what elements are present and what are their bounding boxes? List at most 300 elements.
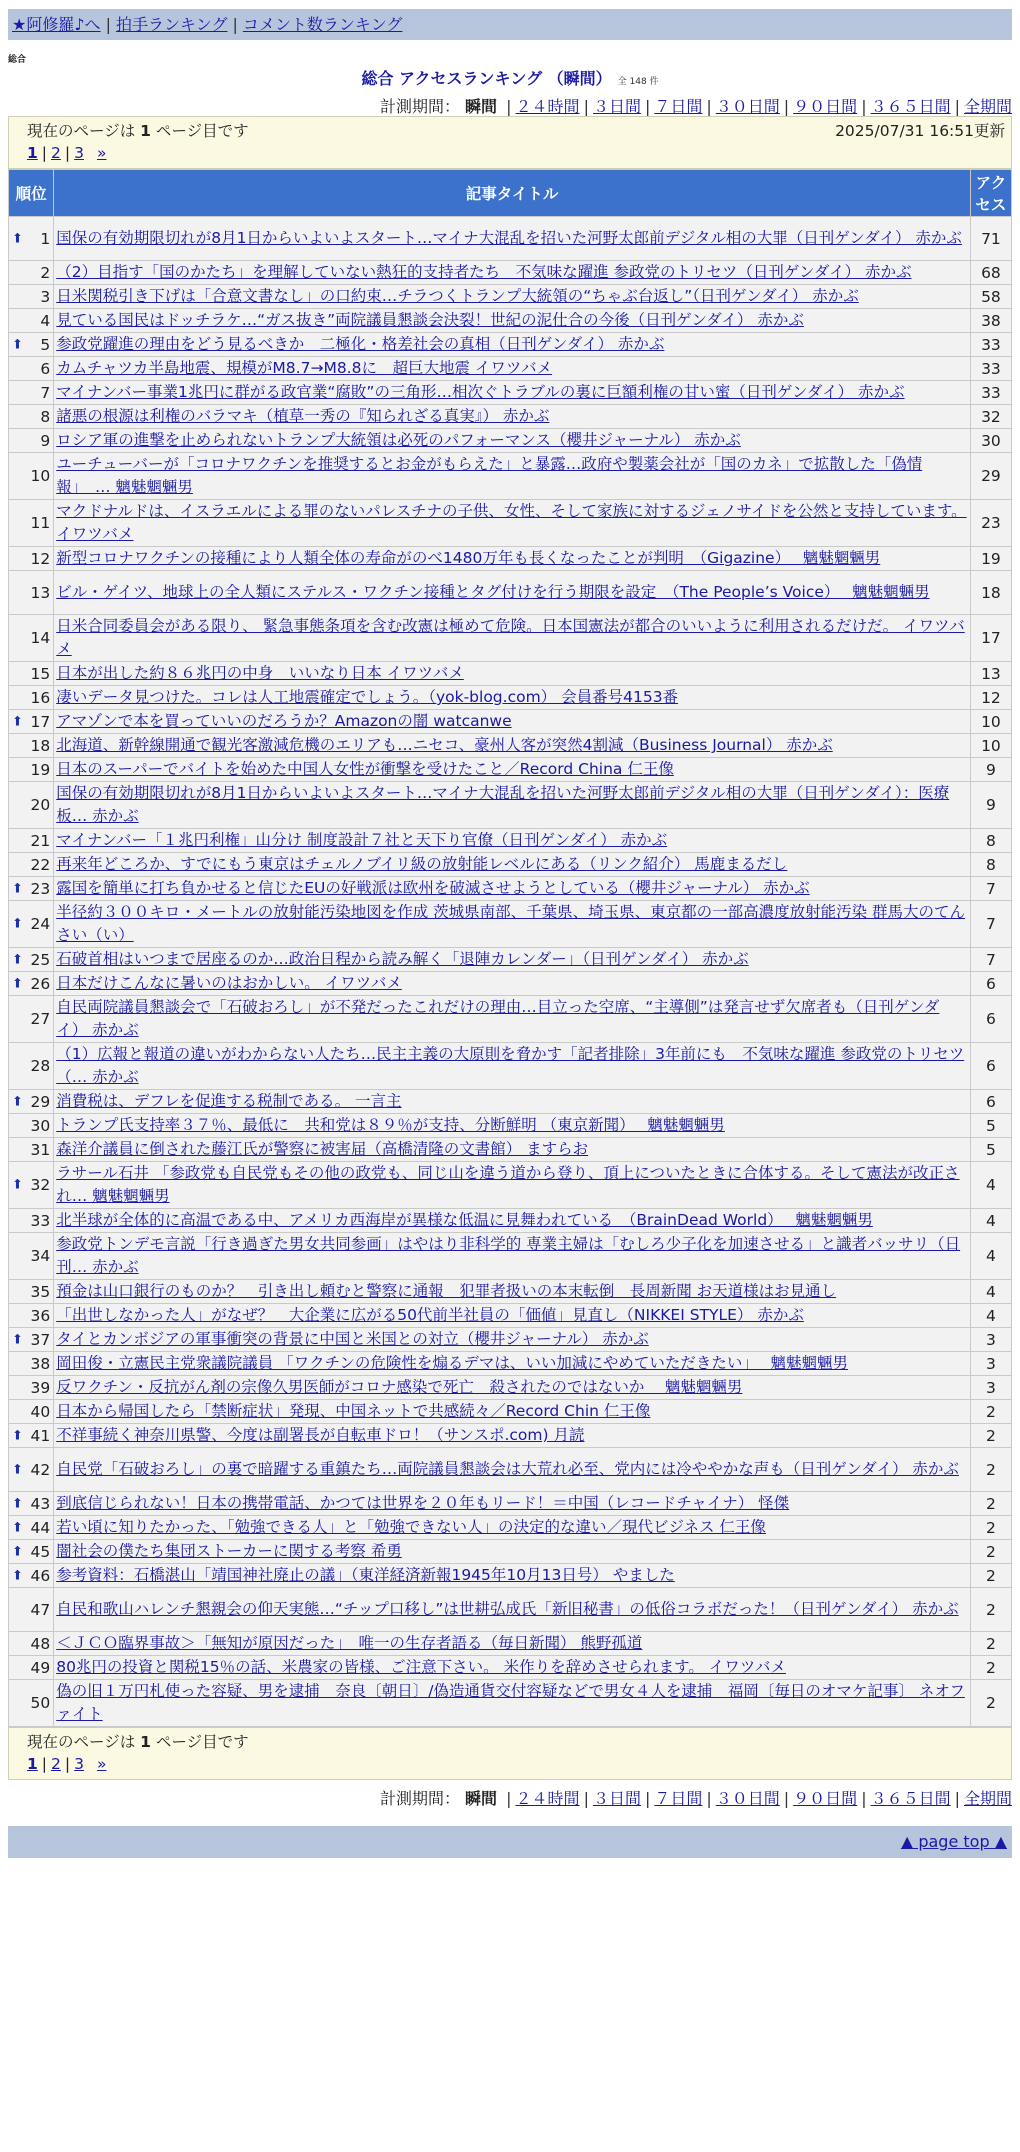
rank-number: 4 [40,311,51,330]
separator: | [583,97,589,116]
rank-number: 45 [30,1542,51,1561]
rank-number: 6 [40,359,51,378]
access-count: 8 [970,829,1011,853]
article-link[interactable]: 北海道、新幹線開通で観光客激減危機のエリアも…ニセコ、豪州人客が突然4割減（Business Journal） 赤かぶ [56,736,833,754]
article-link[interactable]: 偽の旧１万円札使った容疑、男を逮捕 奈良〔朝日〕/偽造通貨交付容疑などで男女４人を逮捕 福岡〔毎日のオマケ記事〕 ネオファイト [56,1682,965,1723]
table-row [9,662,1012,686]
rank-number: 20 [30,796,51,814]
applause-ranking-link[interactable]: 拍手ランキング [115,15,228,34]
rank-header: 順位 [9,170,54,217]
rank-cell [9,333,54,357]
separator: | [506,97,512,116]
rank-number: 50 [30,1694,51,1712]
article-link[interactable]: 自民党「石破おろし」の裏で暗躍する重鎮たち…両院議員懇談会は大荒れ必至、党内には冷ややかな声も（日刊ゲンダイ） 赤かぶ [56,1460,959,1478]
rank-number: 21 [30,831,51,850]
ranking-table [8,169,1012,1727]
article-link[interactable]: マイナンバー事業1兆円に群がる政官業“腐敗”の三角形…相次ぐトラブルの裏に巨額利権の甘い蜜（日刊ゲンダイ） 赤かぶ [56,383,905,401]
table-row [9,1400,1012,1424]
rank-cell [9,429,54,453]
title-cell [54,1632,971,1656]
title-cell [54,996,971,1043]
rank-number: 47 [30,1600,51,1619]
access-count: 2 [970,1516,1011,1540]
up-arrow-icon: ⬆ [12,1496,23,1511]
rank-number: 49 [30,1658,51,1677]
rank-cell [9,1516,54,1540]
title-cell [54,1233,971,1280]
title-cell [54,1680,971,1727]
article-link[interactable]: マクドナルドは、イスラエルによる罪のないパレスチナの子供、女性、そして家族に対するジェノサイドを公然と支持しています。 イワツバメ [56,502,967,543]
separator: | [644,1789,651,1808]
access-count: 10 [970,710,1011,734]
title-cell [54,1114,971,1138]
asyura-home-link[interactable]: ★阿修羅♪へ [12,15,101,34]
article-link[interactable]: カムチャツカ半島地震、規模がM8.7→M8.8に 超巨大地震 イワツバメ [56,359,553,377]
next-page-link[interactable]: » [96,1755,107,1773]
table-row [9,710,1012,734]
access-count: 2 [970,1448,1011,1492]
table-row [9,758,1012,782]
title-header: 記事タイトル [54,170,971,217]
rank-number: 24 [30,915,51,933]
current-page-text: 現在のページは 1 ページ目です [27,122,249,140]
access-count: 2 [970,1588,1011,1632]
rank-cell [9,1632,54,1656]
title-cell [54,615,971,662]
table-row [9,1588,1012,1632]
rank-number: 34 [30,1247,51,1265]
title-cell [54,829,971,853]
article-link[interactable]: 到底信じられない！日本の携帯電話、かつては世界を２０年もリード！＝中国（レコードチャイナ） 怪傑 [56,1494,790,1512]
access-count: 6 [970,996,1011,1043]
rank-cell [9,996,54,1043]
article-link[interactable]: 闇社会の僕たち集団ストーカーに関する考察 希勇 [56,1542,402,1560]
period-link[interactable]: ３０日間 [715,1789,780,1808]
table-row [9,1090,1012,1114]
period-link[interactable]: 全期間 [963,1789,1012,1808]
title-cell [54,1656,971,1680]
up-arrow-icon: ⬆ [12,1568,23,1583]
rank-cell [9,1162,54,1209]
article-link[interactable]: 80兆円の投資と関税15％の話、米農家の皆様、ご注意下さい。 米作りを辞めさせられます。 イワツバメ [56,1658,786,1676]
rank-cell [9,1680,54,1727]
table-row [9,1516,1012,1540]
table-row [9,782,1012,829]
page-link-1[interactable]: 1 [27,144,38,162]
period-link[interactable]: ９０日間 [793,97,858,116]
title-cell [54,1492,971,1516]
section-label: 総合 [8,55,27,65]
period-link[interactable]: 全期間 [963,97,1012,116]
rank-number: 17 [30,712,51,731]
article-link[interactable]: 自民和歌山ハレンチ懇親会の仰天実態…“チップ口移し”は世耕弘成氏「新旧秘書」の低俗コラボだった！（日刊ゲンダイ） 赤かぶ [56,1600,959,1618]
article-link[interactable]: 参政党躍進の理由をどう見るべきか 二極化・格差社会の真相（日刊ゲンダイ） 赤かぶ [56,335,665,353]
page-link-3[interactable]: 3 [74,1755,85,1773]
bottom-bar [8,1826,1012,1858]
title-cell [54,1448,971,1492]
period-link[interactable]: ３０日間 [715,97,780,116]
article-link[interactable]: （2）目指す「国のかたち」を理解していない熱狂的支持者たち 不気味な躍進 参政党のトリセツ（日刊ゲンダイ） 赤かぶ [56,263,912,281]
rank-cell [9,710,54,734]
title-cell [54,1564,971,1588]
access-count: 2 [970,1400,1011,1424]
title-cell [54,1304,971,1328]
rank-cell [9,309,54,333]
article-link[interactable]: 諸悪の根源は利権のバラマキ（植草一秀の『知られざる真実』） 赤かぶ [56,407,550,425]
table-row [9,1656,1012,1680]
article-link[interactable]: 日米関税引き下げは「合意文書なし」の口約束…チラつくトランプ大統領の“ちゃぶ台返し”（日刊ゲンダイ） 赤かぶ [56,287,859,305]
access-count: 2 [970,1424,1011,1448]
rank-cell [9,1043,54,1090]
title-cell [54,901,971,948]
period-link[interactable]: ２４時間 [515,97,580,116]
table-row [9,1632,1012,1656]
ranking-rows [9,217,1012,1727]
title-cell [54,285,971,309]
separator: | [783,1789,790,1808]
access-count: 3 [970,1328,1011,1352]
table-row [9,357,1012,381]
title-cell [54,972,971,996]
title-cell [54,782,971,829]
up-arrow-icon: ⬆ [12,1332,23,1347]
rank-cell [9,1090,54,1114]
article-link[interactable]: 新型コロナワクチンの接種により人類全体の寿命がのべ1480万年も長くなったことが判明 （Gigazine） 魑魅魍魎男 [56,549,881,567]
page-title [8,66,1012,89]
separator: | [64,1755,71,1773]
access-count: 33 [970,381,1011,405]
table-row [9,309,1012,333]
article-link[interactable]: 国保の有効期限切れが8月1日からいよいよスタート…マイナ大混乱を招いた河野太郎前デジタル相の大罪（日刊ゲンダイ）：医療板… 赤かぶ [56,784,950,825]
current-page-link [27,1755,38,1773]
table-row [9,1424,1012,1448]
separator: | [644,97,651,116]
rank-cell [9,1114,54,1138]
title-cell [54,1588,971,1632]
article-link[interactable]: 参考資料：石橋湛山「靖国神社廃止の議」（東洋経済新報1945年10月13日号） やました [56,1566,675,1584]
table-row [9,1328,1012,1352]
separator: | [783,97,790,116]
article-link[interactable]: 露国を簡単に打ち負かせると信じたEUの好戦派は欧州を破滅させようとしている（櫻井ジャーナル） 赤かぶ [56,879,810,897]
article-link[interactable]: 見ている国民はドッチラケ…“ガス抜き”両院議員懇談会決裂！世紀の泥仕合の今後（日刊ゲンダイ） 赤かぶ [56,311,804,329]
up-arrow-icon: ⬆ [12,1520,23,1535]
access-count: 23 [970,500,1011,547]
access-count: 13 [970,662,1011,686]
page-link-2[interactable]: 2 [51,1755,61,1773]
rank-cell [9,662,54,686]
period-link[interactable]: ３６５日間 [870,1789,951,1808]
page-top-link[interactable]: ▲ page top ▲ [900,1832,1007,1851]
access-count: 2 [970,1492,1011,1516]
title-cell [54,1400,971,1424]
table-row [9,1114,1012,1138]
article-link[interactable]: タイとカンボジアの軍事衝突の背景に中国と米国との対立（櫻井ジャーナル） 赤かぶ [56,1330,649,1348]
rank-number: 1 [40,229,51,248]
rank-cell [9,829,54,853]
access-count: 4 [970,1304,1011,1328]
separator: | [706,97,712,116]
up-arrow-icon: ⬆ [12,976,23,991]
access-count: 30 [970,429,1011,453]
title-cell [54,1376,971,1400]
table-row [9,429,1012,453]
title-cell [54,1516,971,1540]
article-link[interactable]: 国保の有効期限切れが8月1日からいよいよスタート…マイナ大混乱を招いた河野太郎前デジタル相の大罪（日刊ゲンダイ） 赤かぶ [56,229,962,247]
rank-number: 12 [30,549,51,568]
title-cell [54,686,971,710]
title-cell [54,1138,971,1162]
table-row [9,1138,1012,1162]
rank-number: 29 [30,1092,51,1111]
rank-number: 39 [30,1378,51,1397]
title-cell [54,1424,971,1448]
article-link[interactable]: 再来年どころか、すでにもう東京はチェルノブイリ級の放射能レベルにある（リンク紹介） 馬鹿まるだし [56,855,788,873]
updated-timestamp: 2025/07/31 16:51更新 [835,122,1005,140]
period-selector-bottom: 計測期間： 瞬間 | ２４時間 | ３日間 | ７日間 | ３０日間 | ９０日間 | ３６５日間 | 全期間 [379,1789,1012,1808]
rank-cell [9,734,54,758]
period-link[interactable]: ３日間 [592,1789,641,1808]
table-row [9,829,1012,853]
article-link[interactable]: 森洋介議員に倒された藤江氏が警察に被害届（高橋清隆の文書館） ますらお [56,1140,589,1158]
separator: | [706,1789,712,1808]
separator: | [861,1789,867,1808]
access-count: 68 [970,261,1011,285]
rank-number: 48 [30,1634,51,1653]
rank-number: 36 [30,1306,51,1325]
article-link[interactable]: 自民両院議員懇談会で「石破おろし」が不発だったこれだけの理由…目立った空席、“主導側”は発言せず欠席者も（日刊ゲンダイ） 赤かぶ [56,998,940,1039]
table-row [9,405,1012,429]
rank-number: 42 [30,1460,51,1479]
rank-cell [9,571,54,615]
title-cell [54,948,971,972]
rank-cell [9,901,54,948]
up-arrow-icon: ⬆ [12,952,23,967]
separator: | [583,1789,589,1808]
separator: | [64,144,71,162]
article-link[interactable]: 「出世しなかった人」がなぜ？ 大企業に広がる50代前半社員の「価値」見直し（NIKKEI STYLE） 赤かぶ [56,1306,804,1324]
table-row [9,1209,1012,1233]
article-link[interactable]: 日本だけこんなに暑いのはおかしい。 イワツバメ [56,974,402,992]
table-row [9,1233,1012,1280]
table-row [9,333,1012,357]
access-count: 4 [970,1162,1011,1209]
access-count: 6 [970,1043,1011,1090]
article-link[interactable]: 石破首相はいつまで居座るのか…政治日程から読み解く「退陣カレンダー」（日刊ゲンダイ） 赤かぶ [56,950,749,968]
article-link[interactable]: ＜ＪＣＯ臨界事故＞「無知が原因だった」 唯一の生存者語る（毎日新聞） 熊野孤道 [56,1634,643,1652]
article-link[interactable]: 反ワクチン・反抗がん剤の宗像久男医師がコロナ感染で死亡 殺されたのではないか 魑魅魍魎男 [56,1378,743,1396]
rank-cell [9,615,54,662]
title-cell [54,333,971,357]
rank-cell [9,853,54,877]
table-row [9,547,1012,571]
table-row [9,1564,1012,1588]
period-label: 計測期間： [379,97,460,116]
period-link[interactable]: ９０日間 [793,1789,858,1808]
access-count: 4 [970,1209,1011,1233]
current-page-text-bottom: 現在のページは 1 ページ目です [27,1733,249,1751]
title-cell [54,1352,971,1376]
rank-number: 3 [40,287,51,306]
table-row [9,217,1012,261]
article-link[interactable]: 若い頃に知りたかった、「勉強できる人」と「勉強できない人」の決定的な違い／現代ビジネス 仁王像 [56,1518,766,1536]
article-link[interactable]: 参政党トンデモ言説「行き過ぎた男女共同参画」はやはり非科学的 専業主婦は「むしろ少子化を加速させる」と識者バッサリ（日刊… 赤かぶ [56,1235,961,1276]
table-row [9,901,1012,948]
article-link[interactable]: アマゾンで本を買っていいのだろうか？Amazonの闇 watcanwe [56,712,512,730]
table-row [9,453,1012,500]
table-row [9,972,1012,996]
rank-number: 41 [30,1426,51,1445]
rank-number: 27 [30,1010,51,1028]
up-arrow-icon: ⬆ [12,1428,23,1443]
page-links [27,142,1005,164]
title-cell [54,1162,971,1209]
rank-number: 2 [40,263,51,282]
article-link[interactable]: ビル・ゲイツ、地球上の全人類にステルス・ワクチン接種とタグ付けを行う期限を設定 （The People’s Voice） 魑魅魍魎男 [56,583,930,601]
rank-cell [9,1656,54,1680]
access-count: 5 [970,1114,1011,1138]
rank-cell [9,1233,54,1280]
rank-cell [9,877,54,901]
rank-cell [9,261,54,285]
rank-number: 25 [30,950,51,969]
period-link[interactable]: ２４時間 [515,1789,580,1808]
separator: | [954,97,960,116]
article-link[interactable]: 日本から帰国したら「禁断症状」発現、中国ネットで共感続々／Record Chin 仁王像 [56,1402,651,1420]
table-row [9,1162,1012,1209]
rank-number: 44 [30,1518,51,1537]
title-cell [54,261,971,285]
table-row [9,381,1012,405]
rank-number: 18 [30,736,51,755]
title-cell [54,405,971,429]
access-count: 2 [970,1540,1011,1564]
table-row [9,1304,1012,1328]
access-count: 32 [970,405,1011,429]
separator: | [41,1755,48,1773]
rank-number: 22 [30,855,51,874]
period-link[interactable]: ７日間 [654,97,703,116]
rank-number: 13 [30,583,51,602]
article-link[interactable]: 不祥事続く神奈川県警、今度は副署長が自転車ドロ！（サンスポ.com) 月読 [56,1426,585,1444]
title-cell [54,877,971,901]
access-count: 2 [970,1680,1011,1727]
article-link[interactable]: 消費税は、デフレを促進する税制である。 一言主 [56,1092,402,1110]
up-arrow-icon: ⬆ [12,1544,23,1559]
rank-cell [9,758,54,782]
title-cell [54,662,971,686]
article-link[interactable]: 預金は山口銀行のものか？ 引き出し頼むと警察に通報 犯罪者扱いの本末転倒 長周新聞 お天道様はお見通し [56,1282,837,1300]
article-link[interactable]: 北半球が全体的に高温である中、アメリカ西海岸が異様な低温に見舞われている （BrainDead World） 魑魅魍魎男 [56,1211,873,1229]
rank-number: 30 [30,1116,51,1135]
comment-ranking-link[interactable]: コメント数ランキング [242,15,403,34]
rank-cell [9,1138,54,1162]
rank-cell [9,1564,54,1588]
article-link[interactable]: 日米合同委員会がある限り、 緊急事態条項を含む改憲は極めて危険。日本国憲法が都合のいいように利用されるだけだ。 イワツバメ [56,617,965,658]
table-row [9,948,1012,972]
access-count: 71 [970,217,1011,261]
rank-cell [9,405,54,429]
table-row [9,996,1012,1043]
table-row [9,1043,1012,1090]
access-count: 10 [970,734,1011,758]
separator: | [506,1789,512,1808]
title-cell [54,1209,971,1233]
article-link[interactable]: ラサール石井 「参政党も自民党もその他の政党も、同じ山を違う道から登り、頂上についたときに合体する。そして憲法が改正され… 魑魅魍魎男 [56,1164,960,1205]
access-count: 4 [970,1233,1011,1280]
title-cell [54,1090,971,1114]
article-link[interactable]: ロシア軍の進撃を止められないトランプ大統領は必死のパフォーマンス（櫻井ジャーナル） 赤かぶ [56,431,741,449]
title-cell [54,429,971,453]
article-link[interactable]: マイナンバー「１兆円利権」山分け 制度設計７社と天下り官僚（日刊ゲンダイ） 赤かぶ [56,831,668,849]
table-row [9,500,1012,547]
page-link-2[interactable]: 2 [51,144,61,162]
rank-number: 10 [30,467,51,485]
period-link[interactable]: ３６５日間 [870,97,951,116]
title-cell [54,500,971,547]
article-link[interactable]: 凄いデータ見つけた。コレは人工地震確定でしょう。（yok-blog.com） 会員番号4153番 [56,688,679,706]
period-selector-top [8,94,1012,116]
access-count: 58 [970,285,1011,309]
access-count: 19 [970,547,1011,571]
access-count: 3 [970,1376,1011,1400]
rank-number: 33 [30,1211,51,1230]
rank-number: 28 [30,1057,51,1075]
period-link[interactable]: ３日間 [592,97,641,116]
next-page-link[interactable]: » [96,144,107,162]
title-cell [54,217,971,261]
rank-cell [9,1328,54,1352]
rank-cell [9,381,54,405]
rank-number: 9 [40,431,51,450]
access-count: 2 [970,1656,1011,1680]
top-nav-bar: ★阿修羅♪へ | 拍手ランキング | コメント数ランキング [8,9,1012,40]
rank-number: 8 [40,407,51,426]
rank-number: 7 [40,383,51,402]
title-cell [54,381,971,405]
article-link[interactable]: トランプ氏支持率３７％、最低に 共和党は８９％が支持、分断鮮明 （東京新聞） 魑魅魍魎男 [56,1116,725,1134]
rank-cell [9,217,54,261]
rank-cell [9,1448,54,1492]
table-row [9,1492,1012,1516]
article-link[interactable]: 岡田俊・立憲民主党衆議院議員 「ワクチンの危険性を煽るデマは、いい加減にやめていただきたい」 魑魅魍魎男 [56,1354,849,1372]
separator: | [861,97,867,116]
title-cell [54,453,971,500]
article-link[interactable]: 日本が出した約８６兆円の中身 いいなり日本 イワツバメ [56,664,464,682]
separator: | [41,144,48,162]
rank-number: 37 [30,1330,51,1349]
article-link[interactable]: 半径約３００キロ・メートルの放射能汚染地図を作成 茨城県南部、千葉県、埼玉県、東京都の一部高濃度放射能汚染 群馬大のてんさい（い） [56,903,966,944]
up-arrow-icon: ⬆ [12,1177,23,1193]
up-arrow-icon: ⬆ [12,714,23,729]
rank-cell [9,500,54,547]
article-link[interactable]: ユーチューバーが「コロナワクチンを推奨するとお金がもらえた」と暴露…政府や製薬会社が「国のカネ」で拡散した「偽情報」 … 魑魅魍魎男 [56,455,923,496]
period-links [502,97,1012,116]
page-links-bottom [27,1753,1005,1775]
page-link-1[interactable]: 1 [27,1755,38,1773]
table-row [9,1280,1012,1304]
period-link[interactable]: ７日間 [654,1789,703,1808]
rank-cell [9,357,54,381]
title-cell [54,758,971,782]
access-count: 2 [970,1632,1011,1656]
article-link[interactable]: （1）広報と報道の違いがわからない人たち…民主主義の大原則を脅かす「記者排除」3年前にも 不気味な躍進 参政党のトリセツ（… 赤かぶ [56,1045,965,1086]
table-row [9,261,1012,285]
article-link[interactable]: 日本のスーパーでバイトを始めた中国人女性が衝撃を受けたこと／Record China 仁王像 [56,760,674,778]
page-link-3[interactable]: 3 [74,144,85,162]
table-row [9,734,1012,758]
rank-cell [9,948,54,972]
table-row [9,877,1012,901]
